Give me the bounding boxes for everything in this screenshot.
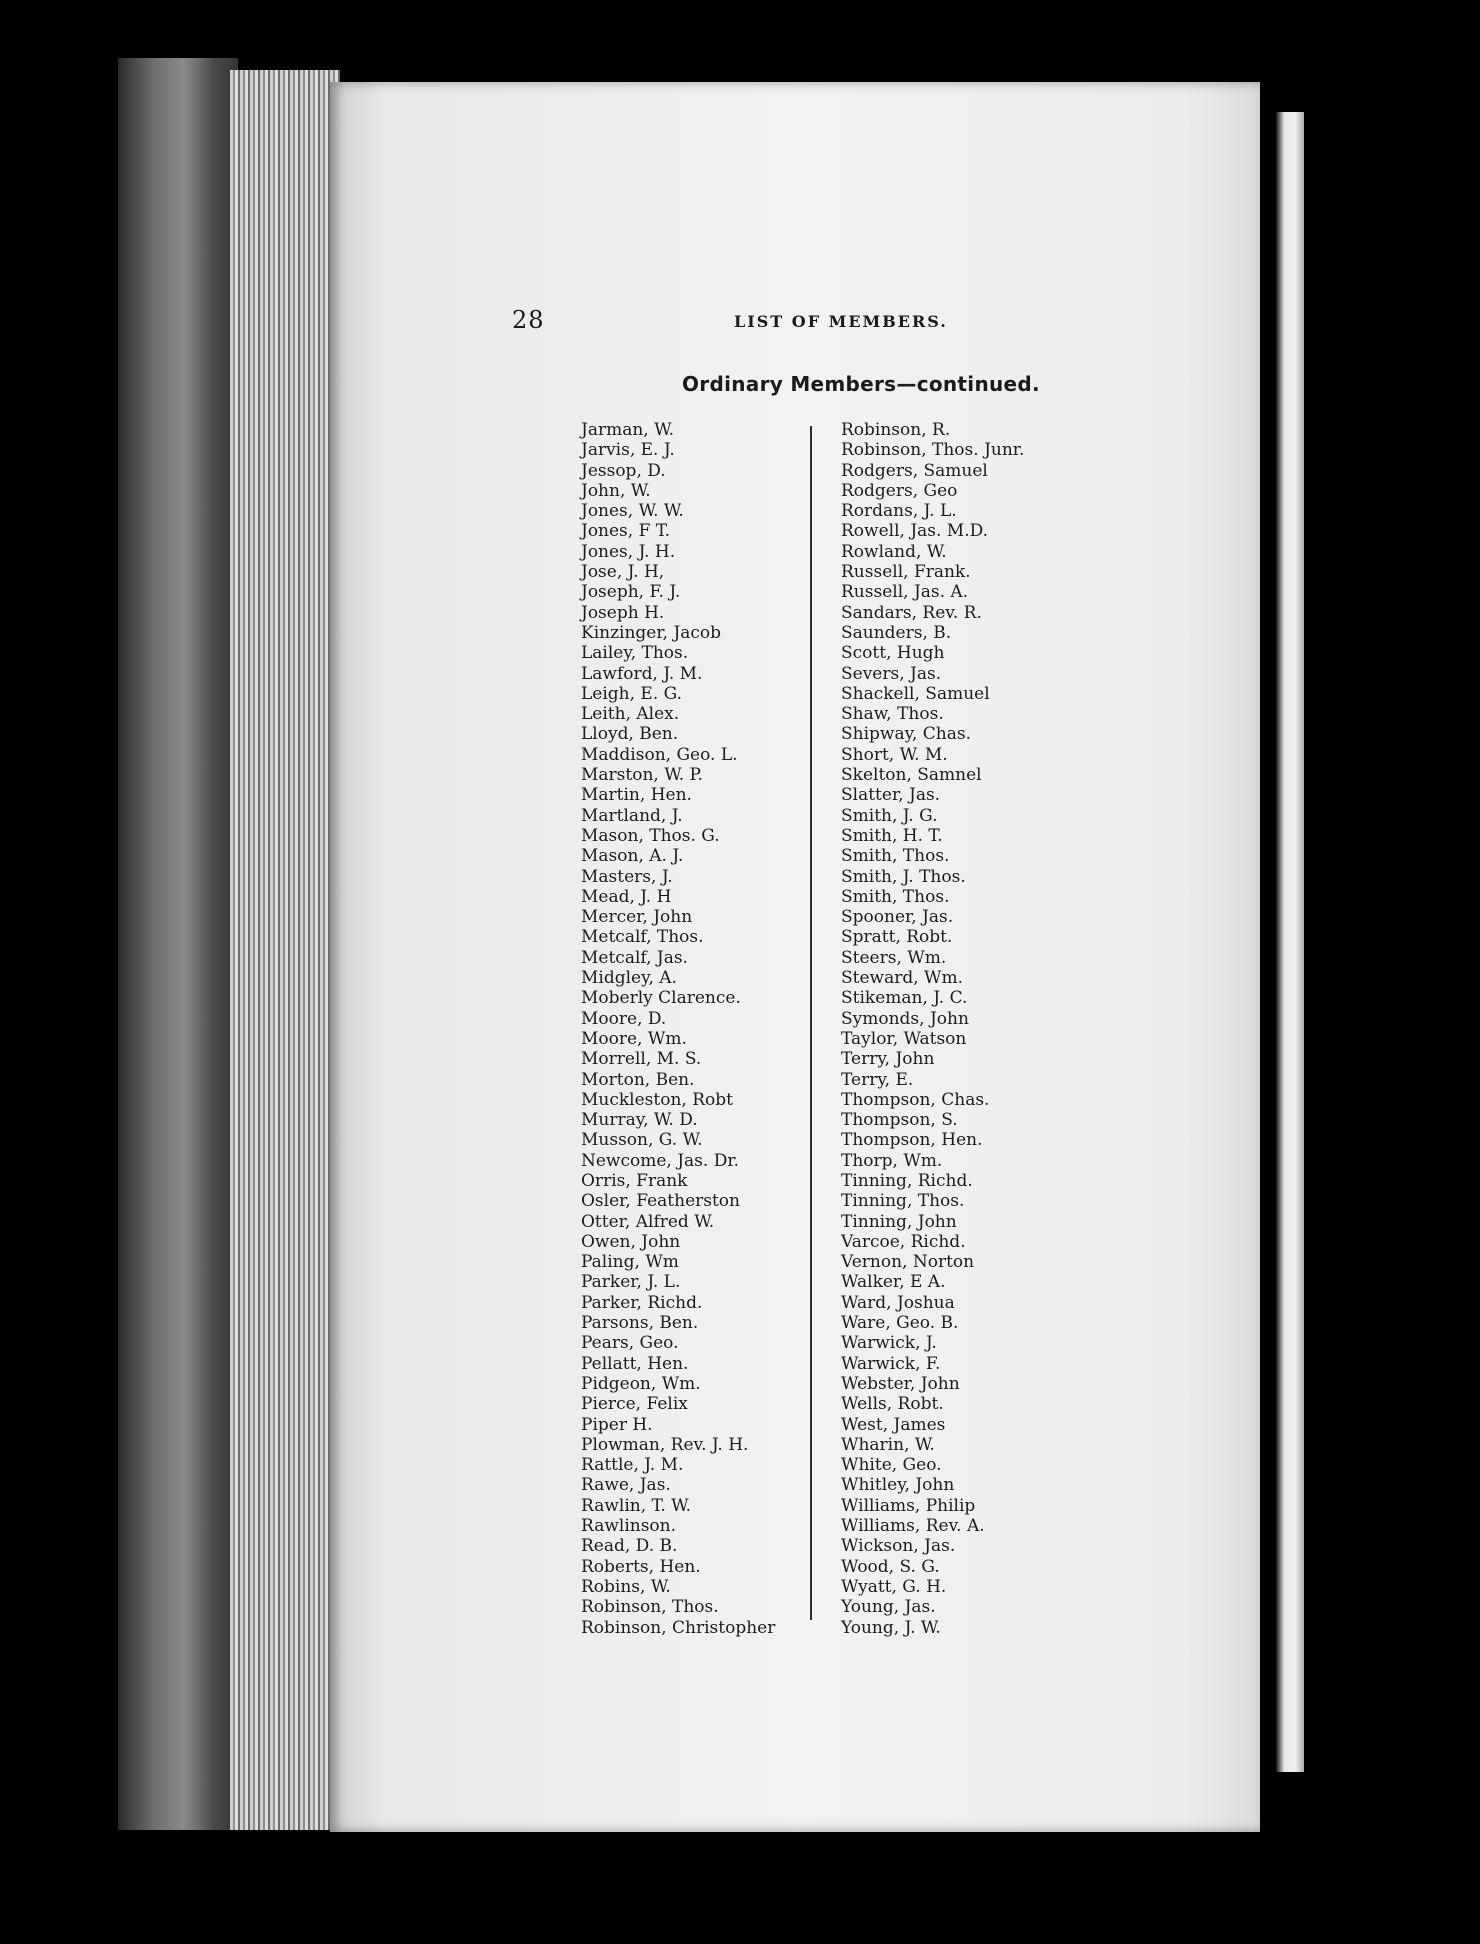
member-entry: Pidgeon, Wm.	[581, 1373, 701, 1394]
member-entry: Metcalf, Jas.	[581, 947, 688, 968]
member-entry: Smith, J. Thos.	[841, 866, 966, 887]
member-entry: Osler, Featherston	[581, 1191, 740, 1212]
member-entry: Pears, Geo.	[581, 1333, 679, 1354]
member-entry: Jose, J. H,	[581, 562, 665, 583]
member-entry: Spooner, Jas.	[841, 907, 954, 928]
member-entry: Martin, Hen.	[581, 785, 692, 806]
member-entry: Sandars, Rev. R.	[841, 602, 982, 623]
member-entry: Mason, Thos. G.	[581, 825, 720, 846]
member-entry: Warwick, J.	[841, 1333, 937, 1354]
member-entry: Robins, W.	[581, 1576, 671, 1597]
member-entry: Thorp, Wm.	[841, 1150, 943, 1171]
book-page	[330, 82, 1260, 1832]
member-entry: Wharin, W.	[841, 1434, 935, 1455]
member-entry: Russell, Frank.	[841, 562, 971, 583]
member-entry: Roberts, Hen.	[581, 1556, 701, 1577]
member-entry: John, W.	[581, 480, 651, 501]
member-entry: Varcoe, Richd.	[841, 1231, 966, 1252]
member-entry: Mead, J. H	[581, 886, 672, 907]
member-entry: Terry, John	[841, 1049, 935, 1070]
member-entry: Murray, W. D.	[581, 1110, 698, 1131]
member-entry: Joseph H.	[581, 602, 665, 623]
member-entry: Ward, Joshua	[841, 1292, 955, 1313]
member-entry: Robinson, R.	[841, 420, 951, 440]
member-entry: Rowell, Jas. M.D.	[841, 521, 989, 542]
member-entry: Jarvis, E. J.	[581, 440, 675, 461]
member-entry: Rodgers, Samuel	[841, 460, 988, 481]
member-entry: Steers, Wm.	[841, 947, 947, 968]
member-entry: Stikeman, J. C.	[841, 988, 968, 1009]
member-entry: Marston, W. P.	[581, 765, 703, 786]
member-entry: Skelton, Samnel	[841, 765, 982, 786]
member-entry: Webster, John	[841, 1373, 960, 1394]
member-entry: Lawford, J. M.	[581, 663, 703, 684]
member-entry: Smith, J. G.	[841, 805, 938, 826]
member-entry: Wickson, Jas.	[841, 1536, 956, 1557]
member-entry: Vernon, Norton	[841, 1252, 975, 1273]
running-title: LIST OF MEMBERS.	[734, 312, 948, 331]
member-entry: Robinson, Thos. Junr.	[841, 440, 1025, 461]
member-entry: Williams, Philip	[841, 1495, 976, 1516]
member-entry: Plowman, Rev. J. H.	[581, 1434, 749, 1455]
facing-page-edge	[1276, 112, 1304, 1772]
member-entry: Jones, J. H.	[581, 541, 676, 562]
member-entry: Severs, Jas.	[841, 663, 942, 684]
member-entry: Martland, J.	[581, 805, 683, 826]
member-entry: Mercer, John	[581, 907, 693, 928]
member-entry: Moberly Clarence.	[581, 988, 741, 1009]
member-entry: Tinning, John	[841, 1211, 957, 1232]
member-list-left	[581, 420, 775, 1638]
member-entry: West, James	[841, 1414, 946, 1435]
member-entry: Pierce, Felix	[581, 1394, 688, 1415]
member-entry: Owen, John	[581, 1231, 681, 1252]
member-entry: Parker, Richd.	[581, 1292, 703, 1313]
member-entry: Metcalf, Thos.	[581, 927, 704, 948]
member-entry: Short, W. M.	[841, 744, 948, 765]
member-entry: Jessop, D.	[581, 460, 666, 481]
member-entry: Wyatt, G. H.	[841, 1576, 947, 1597]
member-entry: Wells, Robt.	[841, 1394, 944, 1415]
page-header	[512, 306, 1012, 336]
member-entry: Whitley, John	[841, 1475, 955, 1496]
member-entry: Pellatt, Hen.	[581, 1353, 689, 1374]
member-entry: Thompson, S.	[841, 1110, 958, 1131]
member-entry: Terry, E.	[841, 1069, 914, 1090]
member-entry: Rowland, W.	[841, 541, 947, 562]
member-list-right	[841, 420, 1024, 1638]
member-entry: Smith, Thos.	[841, 846, 950, 867]
member-entry: Rordans, J. L.	[841, 501, 957, 522]
member-entry: Jarman, W.	[581, 420, 674, 440]
member-entry: Orris, Frank	[581, 1170, 688, 1191]
member-entry: Walker, E A.	[841, 1272, 946, 1293]
member-entry: Shipway, Chas.	[841, 724, 971, 745]
member-entry: Masters, J.	[581, 866, 673, 887]
member-entry: Read, D. B.	[581, 1536, 678, 1557]
member-entry: Moore, D.	[581, 1008, 667, 1029]
member-entry: Shackell, Samuel	[841, 683, 990, 704]
member-entry: Rawe, Jas.	[581, 1475, 671, 1496]
member-entry: Lailey, Thos.	[581, 643, 689, 664]
member-entry: Williams, Rev. A.	[841, 1516, 985, 1537]
member-entry: Smith, H. T.	[841, 825, 943, 846]
member-entry: Wood, S. G.	[841, 1556, 940, 1577]
member-entry: Maddison, Geo. L.	[581, 744, 738, 765]
member-entry: Newcome, Jas. Dr.	[581, 1150, 740, 1171]
member-entry: Saunders, B.	[841, 622, 952, 643]
member-entry: Rodgers, Geo	[841, 480, 958, 501]
member-entry: Jones, F T.	[581, 521, 671, 542]
member-entry: Taylor, Watson	[841, 1028, 967, 1049]
member-entry: Paling, Wm	[581, 1252, 679, 1273]
member-entry: Thompson, Chas.	[841, 1089, 990, 1110]
book-spine	[118, 58, 238, 1830]
member-entry: Rawlin, T. W.	[581, 1495, 692, 1516]
member-entry: Steward, Wm.	[841, 968, 964, 989]
page-edges	[230, 70, 340, 1830]
member-entry: Slatter, Jas.	[841, 785, 941, 806]
column-divider	[810, 426, 812, 1620]
member-entry: Parker, J. L.	[581, 1272, 681, 1293]
member-entry: Rawlinson.	[581, 1516, 677, 1537]
member-entry: Smith, Thos.	[841, 886, 950, 907]
member-entry: Joseph, F. J.	[581, 582, 681, 603]
member-entry: Morrell, M. S.	[581, 1049, 702, 1070]
member-entry: Musson, G. W.	[581, 1130, 703, 1151]
member-entry: Scott, Hugh	[841, 643, 945, 664]
page-number: 28	[512, 306, 545, 334]
member-entry: Piper H.	[581, 1414, 653, 1435]
member-entry: Shaw, Thos.	[841, 704, 944, 725]
section-title: Ordinary Members—continued.	[682, 372, 1040, 396]
member-entry: Moore, Wm.	[581, 1028, 687, 1049]
member-entry: Russell, Jas. A.	[841, 582, 969, 603]
member-entry: Leigh, E. G.	[581, 683, 683, 704]
member-entry: Midgley, A.	[581, 968, 677, 989]
member-entry: Young, Jas.	[841, 1597, 936, 1618]
member-entry: Thompson, Hen.	[841, 1130, 983, 1151]
member-entry: Morton, Ben.	[581, 1069, 695, 1090]
member-entry: Rattle, J. M.	[581, 1455, 684, 1476]
member-entry: Tinning, Richd.	[841, 1170, 973, 1191]
member-entry: Kinzinger, Jacob	[581, 622, 722, 643]
member-entry: Jones, W. W.	[581, 501, 684, 522]
member-entry: Ware, Geo. B.	[841, 1313, 959, 1334]
member-entry: Mason, A. J.	[581, 846, 684, 867]
member-entry: Young, J. W.	[841, 1617, 941, 1638]
member-entry: Tinning, Thos.	[841, 1191, 965, 1212]
member-entry: Robinson, Thos.	[581, 1597, 719, 1618]
member-entry: Otter, Alfred W.	[581, 1211, 715, 1232]
member-entry: Leith, Alex.	[581, 704, 680, 725]
member-entry: White, Geo.	[841, 1455, 942, 1476]
member-entry: Robinson, Christopher	[581, 1617, 776, 1638]
member-entry: Parsons, Ben.	[581, 1313, 699, 1334]
member-entry: Lloyd, Ben.	[581, 724, 679, 745]
member-entry: Spratt, Robt.	[841, 927, 953, 948]
member-entry: Symonds, John	[841, 1008, 969, 1029]
member-entry: Warwick, F.	[841, 1353, 941, 1374]
member-entry: Muckleston, Robt	[581, 1089, 733, 1110]
